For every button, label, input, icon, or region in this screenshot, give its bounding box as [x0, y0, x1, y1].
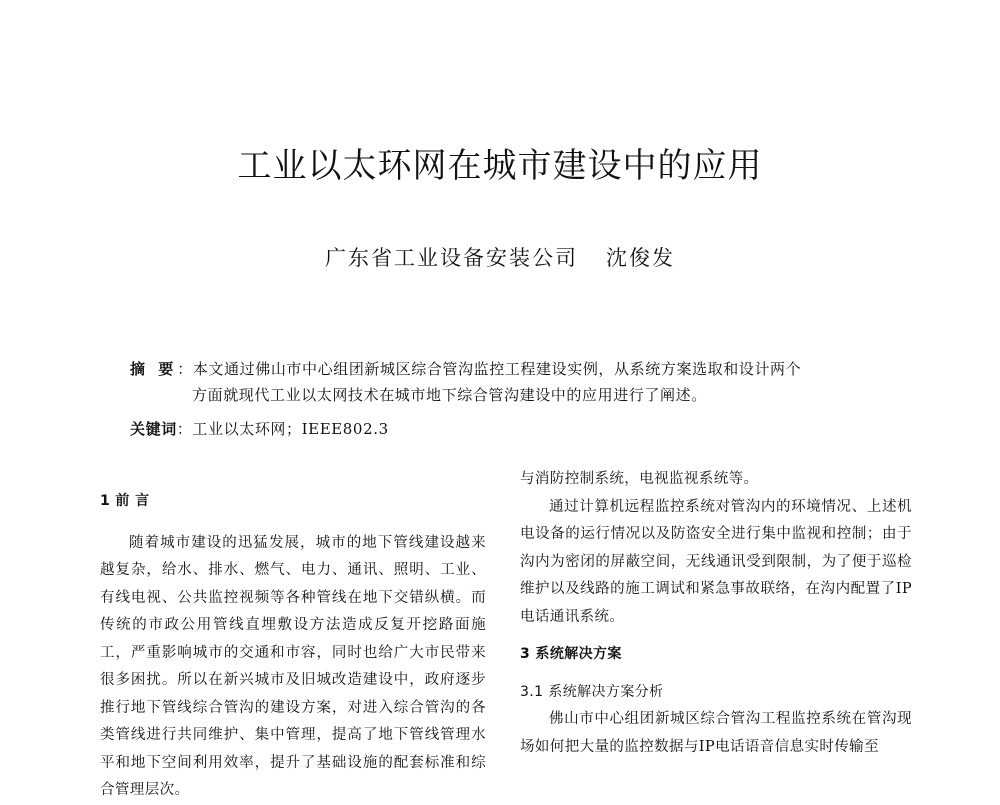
abstract-line-1 [130, 356, 890, 382]
author-line [0, 242, 1000, 272]
section-heading-1: 1 前 言 [100, 493, 150, 509]
abstract-block [130, 356, 890, 408]
keywords-label: 关键词 [130, 420, 177, 438]
author-affiliation: 广东省工业设备安装公司 [325, 246, 578, 270]
right-column [520, 466, 912, 761]
keywords-line [130, 418, 389, 439]
paper-title: 工业以太环网在城市建设中的应用 [237, 146, 763, 186]
author-name: 沈俊发 [606, 246, 675, 270]
keywords-text: ：工业以太环网；IEEE802.3 [176, 420, 389, 438]
abstract-text-1: ：本文通过佛山市中心组团新城区综合管沟监控工程建设实例，从系统方案选取和设计两个 [177, 360, 802, 378]
intro-paragraph: 随着城市建设的迅猛发展，城市的地下管线建设越来越复杂，给水、排水、燃气、电力、通讯、照明、工业、有线电视、公共监控视频等各种管线在地下交错纵横。而传统的市政公用管线直埋敷设方法造成反复开挖路面施工，严重影响城市的交通和市容，同时也给广大市民带来很多困扰。所以在新兴城市及旧城改造建设中，政府逐步推行地下管线综合管沟的建设方案，对进入综合管沟的各类管线进行共同维护、集中管理，提高了地下管线管理水平和地下空间利用效率，提升了基础设施的配套标准和综合管理层次。 [100, 534, 486, 798]
monitoring-paragraph: 通过计算机远程监控系统对管沟内的环境情况、上述机电设备的运行情况以及防盗安全进行集中监视和控制；由于沟内为密闭的屏蔽空间，无线通讯受到限制，为了便于巡检维护以及线路的施工调试和紧急事故联络，在沟内配置了IP电话通讯系统。 [520, 498, 912, 625]
abstract-label: 摘 要 [130, 360, 178, 378]
section-heading-3: 3 系统解决方案 [520, 646, 622, 662]
subsection-heading-3-1: 3.1 系统解决方案分析 [520, 683, 664, 700]
abstract-line-2: 方面就现代工业以太网技术在城市地下综合管沟建设中的应用进行了阐述。 [192, 386, 707, 404]
left-column [100, 488, 486, 805]
solution-paragraph: 佛山市中心组团新城区综合管沟工程监控系统在管沟现场如何把大量的监控数据与IP电话语音信息实时传输至 [520, 711, 912, 755]
continuation-line: 与消防控制系统，电视监视系统等。 [520, 471, 759, 487]
